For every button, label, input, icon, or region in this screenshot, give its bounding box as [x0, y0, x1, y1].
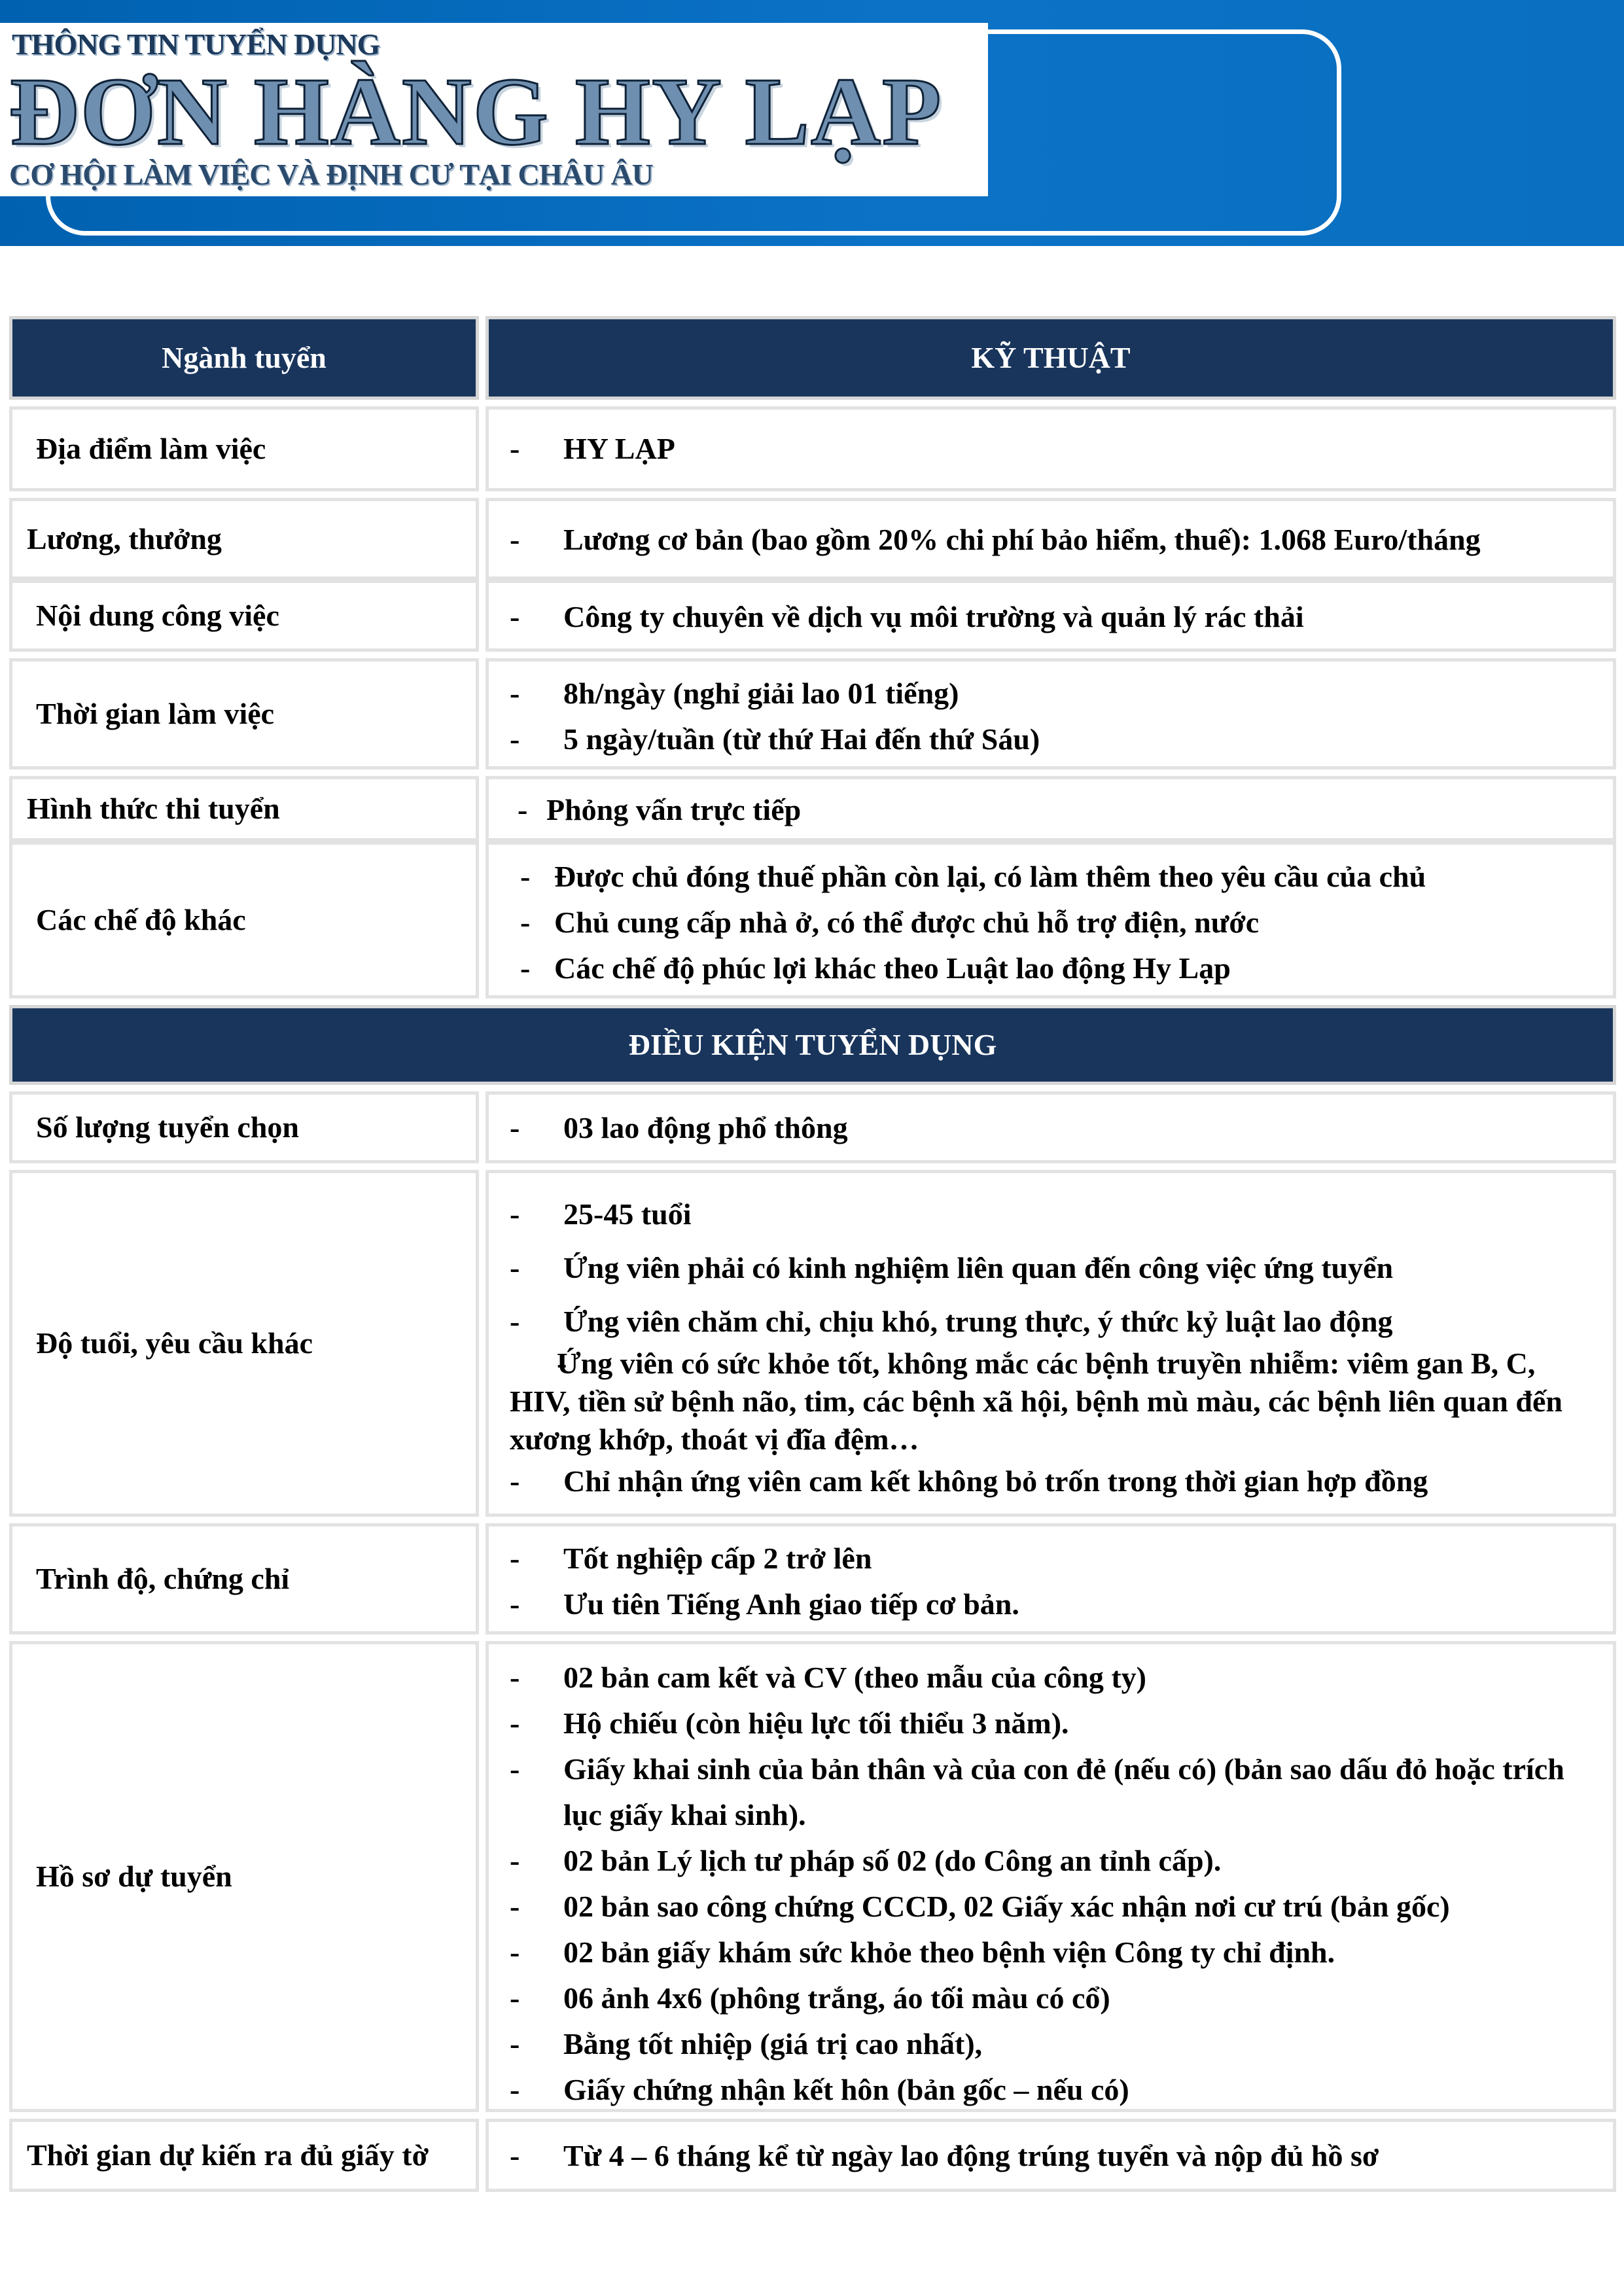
list-item: - Ứng viên chăm chỉ, chịu khó, trung thực, ý thức kỷ luật lao động [510, 1299, 1593, 1345]
list-item: - Tốt nghiệp cấp 2 trở lên [510, 1536, 1593, 1581]
list-item: - 8h/ngày (nghỉ giải lao 01 tiếng) [510, 671, 1593, 716]
logo [0, 23, 988, 196]
row-label-thoi-gian [9, 658, 479, 769]
row-label-do-tuoi [9, 1170, 479, 1517]
list-item: - Bằng tốt nhiệp (giá trị cao nhất), [510, 2021, 1593, 2067]
row-label-trinh-do [9, 1523, 479, 1634]
row-value-thoi-gian [485, 658, 1616, 769]
logo-tagline-top: THÔNG TIN TUYỂN DỤNG [12, 27, 380, 61]
row-label-du-kien [9, 2119, 479, 2192]
label-text: Số lượng tuyển chọn [36, 1110, 300, 1144]
section-header-dieu-kien [9, 1005, 1616, 1085]
list-item: - Ứng viên có sức khỏe tốt, không mắc các bệnh truyền nhiễm: viêm gan B, C, HIV, tiền sử bệnh não, tim, các bệnh xã hội, bệnh mù màu, các bệnh liên quan đến xương khớp, thoát vị đĩa đệm… [510, 1345, 1593, 1458]
list-item: - Hộ chiếu (còn hiệu lực tối thiểu 3 năm). [510, 1701, 1593, 1746]
logo-title: ĐƠN HÀNG HY LẠP [9, 58, 943, 166]
list-item: - 25-45 tuổi [510, 1192, 1593, 1237]
row-value-nganh [485, 316, 1616, 400]
list-item: - 02 bản Lý lịch tư pháp số 02 (do Công an tỉnh cấp). [510, 1838, 1593, 1884]
row-value-ho-so [485, 1641, 1616, 2112]
list-item: - Chỉ nhận ứng viên cam kết không bỏ trốn trong thời gian hợp đồng [510, 1458, 1593, 1504]
list-item: - Công ty chuyên về dịch vụ môi trường và quản lý rác thải [510, 594, 1593, 640]
list-item: - Các chế độ phúc lợi khác theo Luật lao động Hy Lạp [520, 945, 1593, 991]
list-item: - 03 lao động phổ thông [510, 1105, 1593, 1151]
row-value-noi-dung [485, 580, 1616, 652]
row-value-du-kien [485, 2119, 1616, 2192]
label-text: Trình độ, chứng chỉ [36, 1562, 290, 1595]
label-text: Địa điểm làm việc [36, 432, 266, 465]
label-text: Các chế độ khác [36, 903, 246, 936]
row-value-luong [485, 498, 1616, 580]
row-value-trinh-do [485, 1523, 1616, 1634]
section-title: ĐIỀU KIỆN TUYỂN DỤNG [628, 1028, 997, 1061]
list-item: - 02 bản cam kết và CV (theo mẫu của công ty) [510, 1655, 1593, 1701]
label-text: Hình thức thi tuyển [27, 792, 280, 825]
row-label-luong [9, 498, 479, 580]
value-text: KỸ THUẬT [971, 341, 1131, 374]
list-item: - Chủ cung cấp nhà ở, có thể được chủ hỗ trợ điện, nước [520, 900, 1593, 945]
row-value-so-luong [485, 1091, 1616, 1163]
row-label-so-luong [9, 1091, 479, 1163]
logo-tagline-bottom: CƠ HỘI LÀM VIỆC VÀ ĐỊNH CƯ TẠI CHÂU ÂU [9, 158, 653, 191]
label-text: Hồ sơ dự tuyển [36, 1860, 232, 1893]
row-label-dia-diem [9, 406, 479, 491]
label-text: Ngành tuyển [162, 341, 327, 374]
row-label-ho-so [9, 1641, 479, 2112]
label-text: Lương, thưởng [27, 521, 222, 556]
row-value-do-tuoi [485, 1170, 1616, 1517]
label-text: Thời gian làm việc [36, 697, 275, 730]
list-item: - Từ 4 – 6 tháng kể từ ngày lao động trúng tuyển và nộp đủ hồ sơ [510, 2133, 1593, 2179]
row-label-che-do [9, 841, 479, 998]
row-value-che-do [485, 841, 1616, 998]
list-item: - Giấy chứng nhận kết hôn (bản gốc – nếu có) [510, 2067, 1593, 2113]
list-item: - Phỏng vấn trực tiếp [518, 787, 1593, 833]
row-label-noi-dung [9, 580, 479, 652]
list-item: - Được chủ đóng thuế phần còn lại, có làm thêm theo yêu cầu của chủ [520, 854, 1593, 900]
list-item: - Giấy khai sinh của bản thân và của con đẻ (nếu có) (bản sao dấu đỏ hoặc trích lục giấy khai sinh). [510, 1746, 1593, 1838]
row-label-hinh-thuc [9, 776, 479, 841]
list-item: - HY LẠP [510, 426, 1593, 472]
list-item: - Lương cơ bản (bao gồm 20% chi phí bảo hiểm, thuế): 1.068 Euro/tháng [510, 517, 1593, 563]
banner-divider [0, 246, 1624, 280]
list-item: - 02 bản sao công chứng CCCD, 02 Giấy xác nhận nơi cư trú (bản gốc) [510, 1884, 1593, 1930]
list-item: - Ứng viên phải có kinh nghiệm liên quan đến công việc ứng tuyển [510, 1245, 1593, 1291]
label-text: Thời gian dự kiến ra đủ giấy tờ [27, 2138, 429, 2172]
label-text: Độ tuổi, yêu cầu khác [36, 1326, 313, 1360]
label-text: Nội dung công việc [36, 599, 279, 632]
row-value-hinh-thuc [485, 776, 1616, 841]
list-item: - 06 ảnh 4x6 (phông trắng, áo tối màu có cổ) [510, 1975, 1593, 2021]
list-item: - 02 bản giấy khám sức khỏe theo bệnh viện Công ty chỉ định. [510, 1930, 1593, 1975]
list-item: - Ưu tiên Tiếng Anh giao tiếp cơ bản. [510, 1581, 1593, 1627]
row-label-nganh [9, 316, 479, 400]
row-value-dia-diem [485, 406, 1616, 491]
list-item: - 5 ngày/tuần (từ thứ Hai đến thứ Sáu) [510, 716, 1593, 762]
